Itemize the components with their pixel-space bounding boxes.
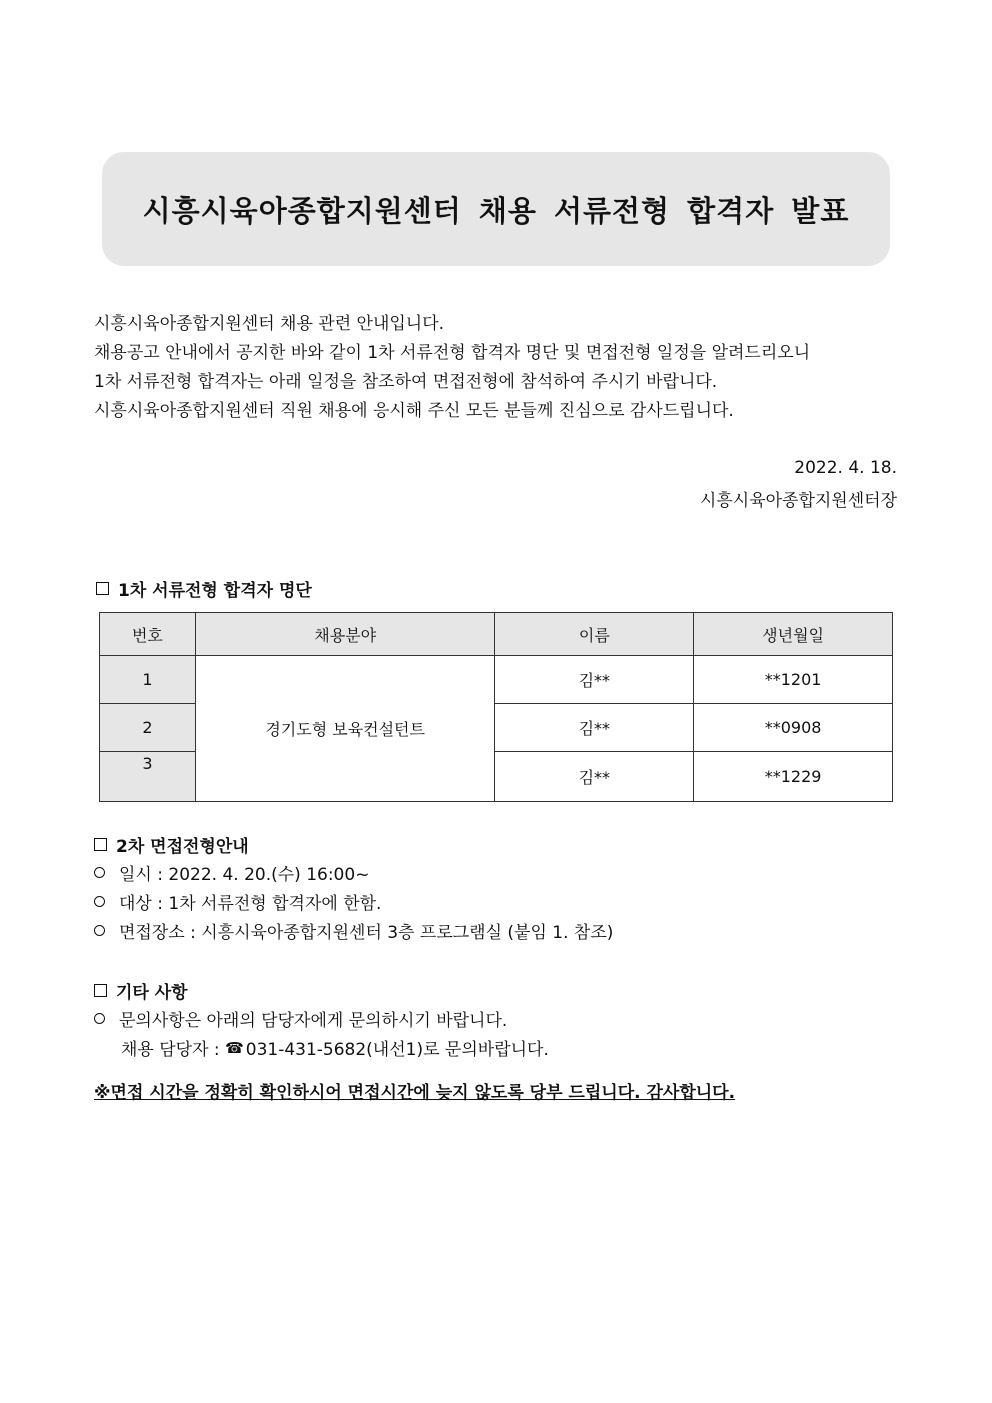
column-header: 번호 <box>100 613 196 656</box>
title-banner <box>102 152 890 266</box>
announcement-date: 2022. 4. 18. <box>794 458 897 478</box>
birth-cell: **1229 <box>694 752 893 802</box>
table-row <box>100 656 893 704</box>
list-item <box>94 1004 549 1033</box>
signer: 시흥시육아종합지원센터장 <box>699 491 897 511</box>
column-header: 이름 <box>495 613 694 656</box>
section2-heading <box>94 832 249 857</box>
row-number: 2 <box>100 704 196 752</box>
table-header-row <box>100 613 893 656</box>
interview-target: 대상 : 1차 서류전형 합격자에 한함. <box>119 894 382 914</box>
field-cell: 경기도형 보육컨설턴트 <box>195 656 495 802</box>
interview-info-list <box>94 858 613 945</box>
birth-cell: **1201 <box>694 656 893 704</box>
intro-line: 1차 서류전형 합격자는 아래 일정을 참조하여 면접전형에 참석하여 주시기 바랍니다. <box>94 372 718 392</box>
list-item <box>94 858 613 887</box>
list-item <box>94 916 613 945</box>
contact-prefix: 채용 담당자 : <box>121 1040 226 1060</box>
row-number: 3 <box>100 752 196 802</box>
row-number: 1 <box>100 656 196 704</box>
column-header: 채용분야 <box>195 613 495 656</box>
intro-text <box>94 310 904 426</box>
inquiry-text: 문의사항은 아래의 담당자에게 문의하시기 바랍니다. <box>119 1011 508 1031</box>
section2-heading-text: 2차 면접전형안내 <box>116 837 249 857</box>
passer-table <box>99 612 893 802</box>
contact-line <box>94 1033 549 1062</box>
other-info-list <box>94 1004 549 1062</box>
name-cell: 김** <box>495 704 694 752</box>
square-bullet-icon <box>94 838 107 851</box>
section1-heading-text: 1차 서류전형 합격자 명단 <box>118 581 312 601</box>
intro-line: 시흥시육아종합지원센터 채용 관련 안내입니다. <box>94 314 445 334</box>
birth-cell: **0908 <box>694 704 893 752</box>
name-cell: 김** <box>495 752 694 802</box>
interview-date: 일시 : 2022. 4. 20.(수) 16:00~ <box>119 865 370 885</box>
interview-location: 면접장소 : 시흥시육아종합지원센터 3층 프로그램실 (붙임 1. 참조) <box>119 923 614 943</box>
circle-bullet-icon <box>94 925 105 936</box>
section3-heading <box>94 978 188 1003</box>
circle-bullet-icon <box>94 867 105 878</box>
page-title: 시흥시육아종합지원센터 채용 서류전형 합격자 발표 <box>142 193 850 228</box>
square-bullet-icon <box>94 984 107 997</box>
column-header: 생년월일 <box>694 613 893 656</box>
list-item <box>94 887 613 916</box>
phone-icon: ☎ <box>225 1038 244 1057</box>
contact-number: 031-431-5682(내선1)로 문의바랍니다. <box>245 1040 549 1060</box>
square-bullet-icon <box>96 582 109 595</box>
section3-heading-text: 기타 사항 <box>116 983 188 1003</box>
closing-notice: ※면접 시간을 정확히 확인하시어 면접시간에 늦지 않도록 당부 드립니다. 감사합니다. <box>94 1083 736 1103</box>
name-cell: 김** <box>495 656 694 704</box>
intro-line: 채용공고 안내에서 공지한 바와 같이 1차 서류전형 합격자 명단 및 면접전형 일정을 알려드리오니 <box>94 343 811 363</box>
circle-bullet-icon <box>94 896 105 907</box>
section1-heading <box>96 576 312 601</box>
intro-line: 시흥시육아종합지원센터 직원 채용에 응시해 주신 모든 분들께 진심으로 감사드립니다. <box>94 401 734 421</box>
circle-bullet-icon <box>94 1013 105 1024</box>
